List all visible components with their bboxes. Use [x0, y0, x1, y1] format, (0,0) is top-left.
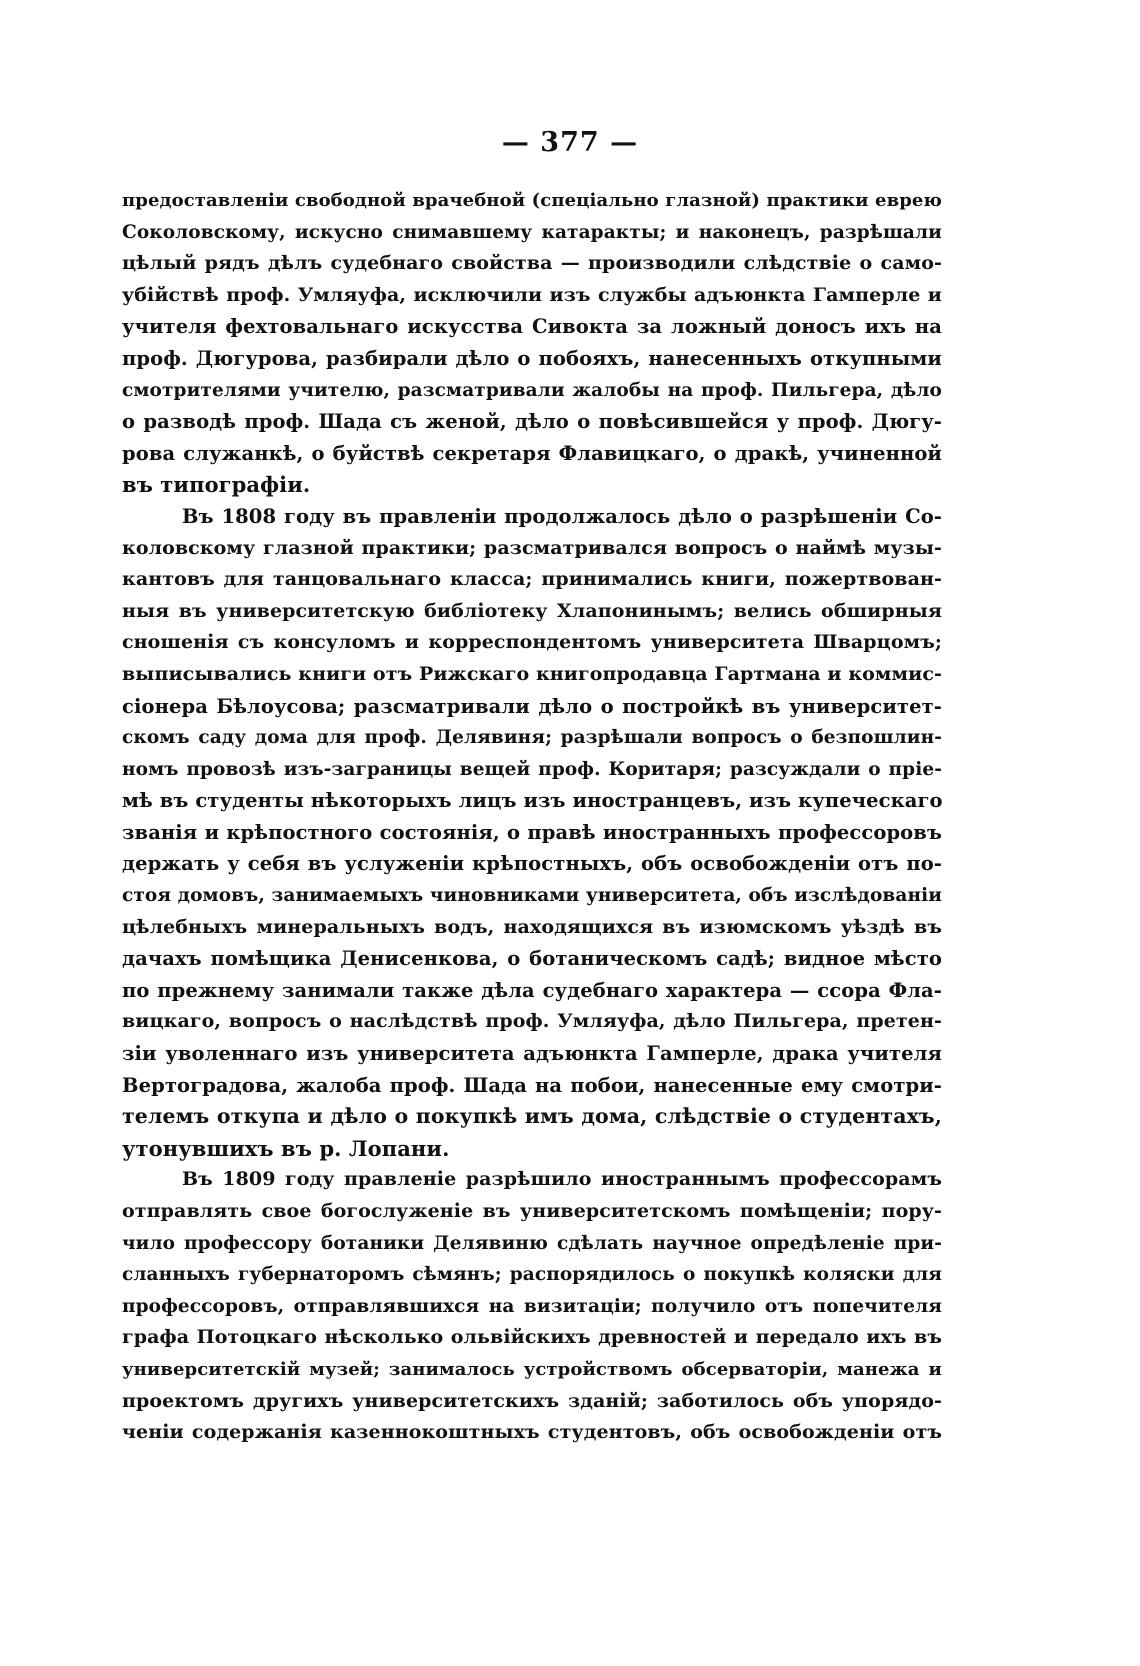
paragraph-1 — [122, 185, 942, 501]
text-line: коловскому глазной практики; разсматривался вопросъ о наймѣ музы- — [122, 536, 942, 559]
text-line: проектомъ другихъ университетскихъ зданій; заботилось объ упорядо- — [122, 1389, 942, 1412]
text-line: телемъ откупа и дѣло о покупкѣ имъ дома, слѣдствіе о студентахъ, — [122, 1104, 942, 1129]
text-line: убійствѣ проф. Умляуфа, исключили изъ службы адъюнкта Гамперле и — [122, 283, 942, 306]
text-line: графа Потоцкаго нѣсколько ольвійскихъ древностей и передало ихъ въ — [122, 1326, 942, 1349]
text-line: Вертоградова, жалоба проф. Шада на побои, нанесенные ему смотри- — [122, 1073, 942, 1097]
text-line: скомъ саду дома для проф. Делявиня; разрѣшали вопросъ о безпошлин- — [122, 727, 942, 749]
text-line: кантовъ для танцовальнаго класса; принимались книги, пожертвован- — [122, 568, 942, 591]
text-line: по прежнему занимали также дѣла судебнаго характера — ссора Фла- — [122, 978, 942, 1002]
page-number: — 377 — — [501, 127, 639, 158]
text-line: зіи уволеннаго изъ университета адъюнкта Гамперле, драка учителя — [122, 1042, 942, 1066]
text-line: утонувшихъ въ р. Лопани. — [122, 1135, 450, 1161]
text-line: Въ 1809 году правленіе разрѣшило иностраннымъ профессорамъ — [182, 1168, 942, 1191]
text-line: смотрителями учителю, разсматривали жалобы на проф. Пильгера, дѣло — [122, 379, 942, 401]
text-line: стоя домовъ, занимаемыхъ чиновниками университета, объ изслѣдованіи — [122, 885, 943, 907]
text-line: выписывались книги отъ Рижскаго книгопродавца Гартмана и коммис- — [122, 662, 942, 685]
text-line: держать у себя въ услуженіи крѣпостныхъ, объ освобожденіи отъ по- — [122, 852, 942, 876]
body-text — [122, 185, 942, 1449]
text-line: дачахъ помѣщика Денисенкова, о ботаническомъ садѣ; видное мѣсто — [122, 947, 942, 971]
text-line: проф. Дюгурова, разбирали дѣло о побояхъ, нанесенныхъ откупными — [122, 346, 942, 370]
paragraph-3 — [122, 1164, 942, 1448]
text-line: сношенія съ консуломъ и корреспондентомъ университета Шварцомъ; — [122, 631, 942, 654]
text-line: вицкаго, вопросъ о наслѣдствѣ проф. Умляуфа, дѣло Пильгера, претен- — [122, 1010, 942, 1033]
text-line: сіонера Бѣлоусова; разсматривали дѣло о постройкѣ въ университет- — [122, 694, 942, 718]
text-line: ченіи содержанія казеннокоштныхъ студентовъ, объ освобожденіи отъ — [122, 1421, 942, 1444]
text-line: профессоровъ, отправлявшихся на визитаціи; получило отъ попечителя — [122, 1295, 942, 1317]
text-line: предоставленіи свободной врачебной (спеціально глазной) практики еврею — [122, 190, 942, 211]
text-line: мѣ въ студенты нѣкоторыхъ лицъ изъ иностранцевъ, изъ купеческаго — [122, 789, 943, 813]
text-line: цѣлый рядъ дѣлъ судебнаго свойства — производили слѣдствіе о само- — [122, 252, 942, 275]
text-line: учителя фехтовальнаго искусства Сивокта за ложный доносъ ихъ на — [122, 315, 942, 339]
text-line: отправлять свое богослуженіе въ университетскомъ помѣщеніи; пору- — [122, 1200, 942, 1222]
text-line: о разводѣ проф. Шада съ женой, дѣло о повѣсившейся у проф. Дюгу- — [122, 410, 942, 434]
text-line: номъ провозѣ изъ-заграницы вещей проф. Коритаря; разсуждали о пріе- — [122, 758, 942, 780]
text-line: рова служанкѣ, о буйствѣ секретаря Флавицкаго, о дракѣ, учиненной — [122, 441, 942, 465]
paragraph-2 — [122, 501, 942, 1164]
text-line: ныя въ университетскую библіотеку Хлапонинымъ; велись обширныя — [122, 599, 942, 622]
text-line: Соколовскому, искусно снимавшему катаракты; и наконецъ, разрѣшали — [122, 221, 942, 243]
text-line: цѣлебныхъ минеральныхъ водъ, находящихся въ изюмскомъ уѣздѣ въ — [122, 915, 942, 938]
text-line: чило профессору ботаники Делявиню сдѣлать научное опредѣленіе при- — [122, 1232, 942, 1254]
text-line: Въ 1808 году въ правленіи продолжалось дѣло о разрѣшеніи Со- — [182, 504, 942, 528]
text-line: университетскій музей; занималось устройствомъ обсерваторіи, манежа и — [122, 1358, 942, 1380]
text-line: сланныхъ губернаторомъ сѣмянъ; распорядилось о покупкѣ коляски для — [122, 1264, 942, 1286]
text-line: званія и крѣпостного состоянія, о правѣ иностранныхъ профессоровъ — [122, 820, 942, 844]
text-line: въ типографіи. — [122, 472, 311, 498]
